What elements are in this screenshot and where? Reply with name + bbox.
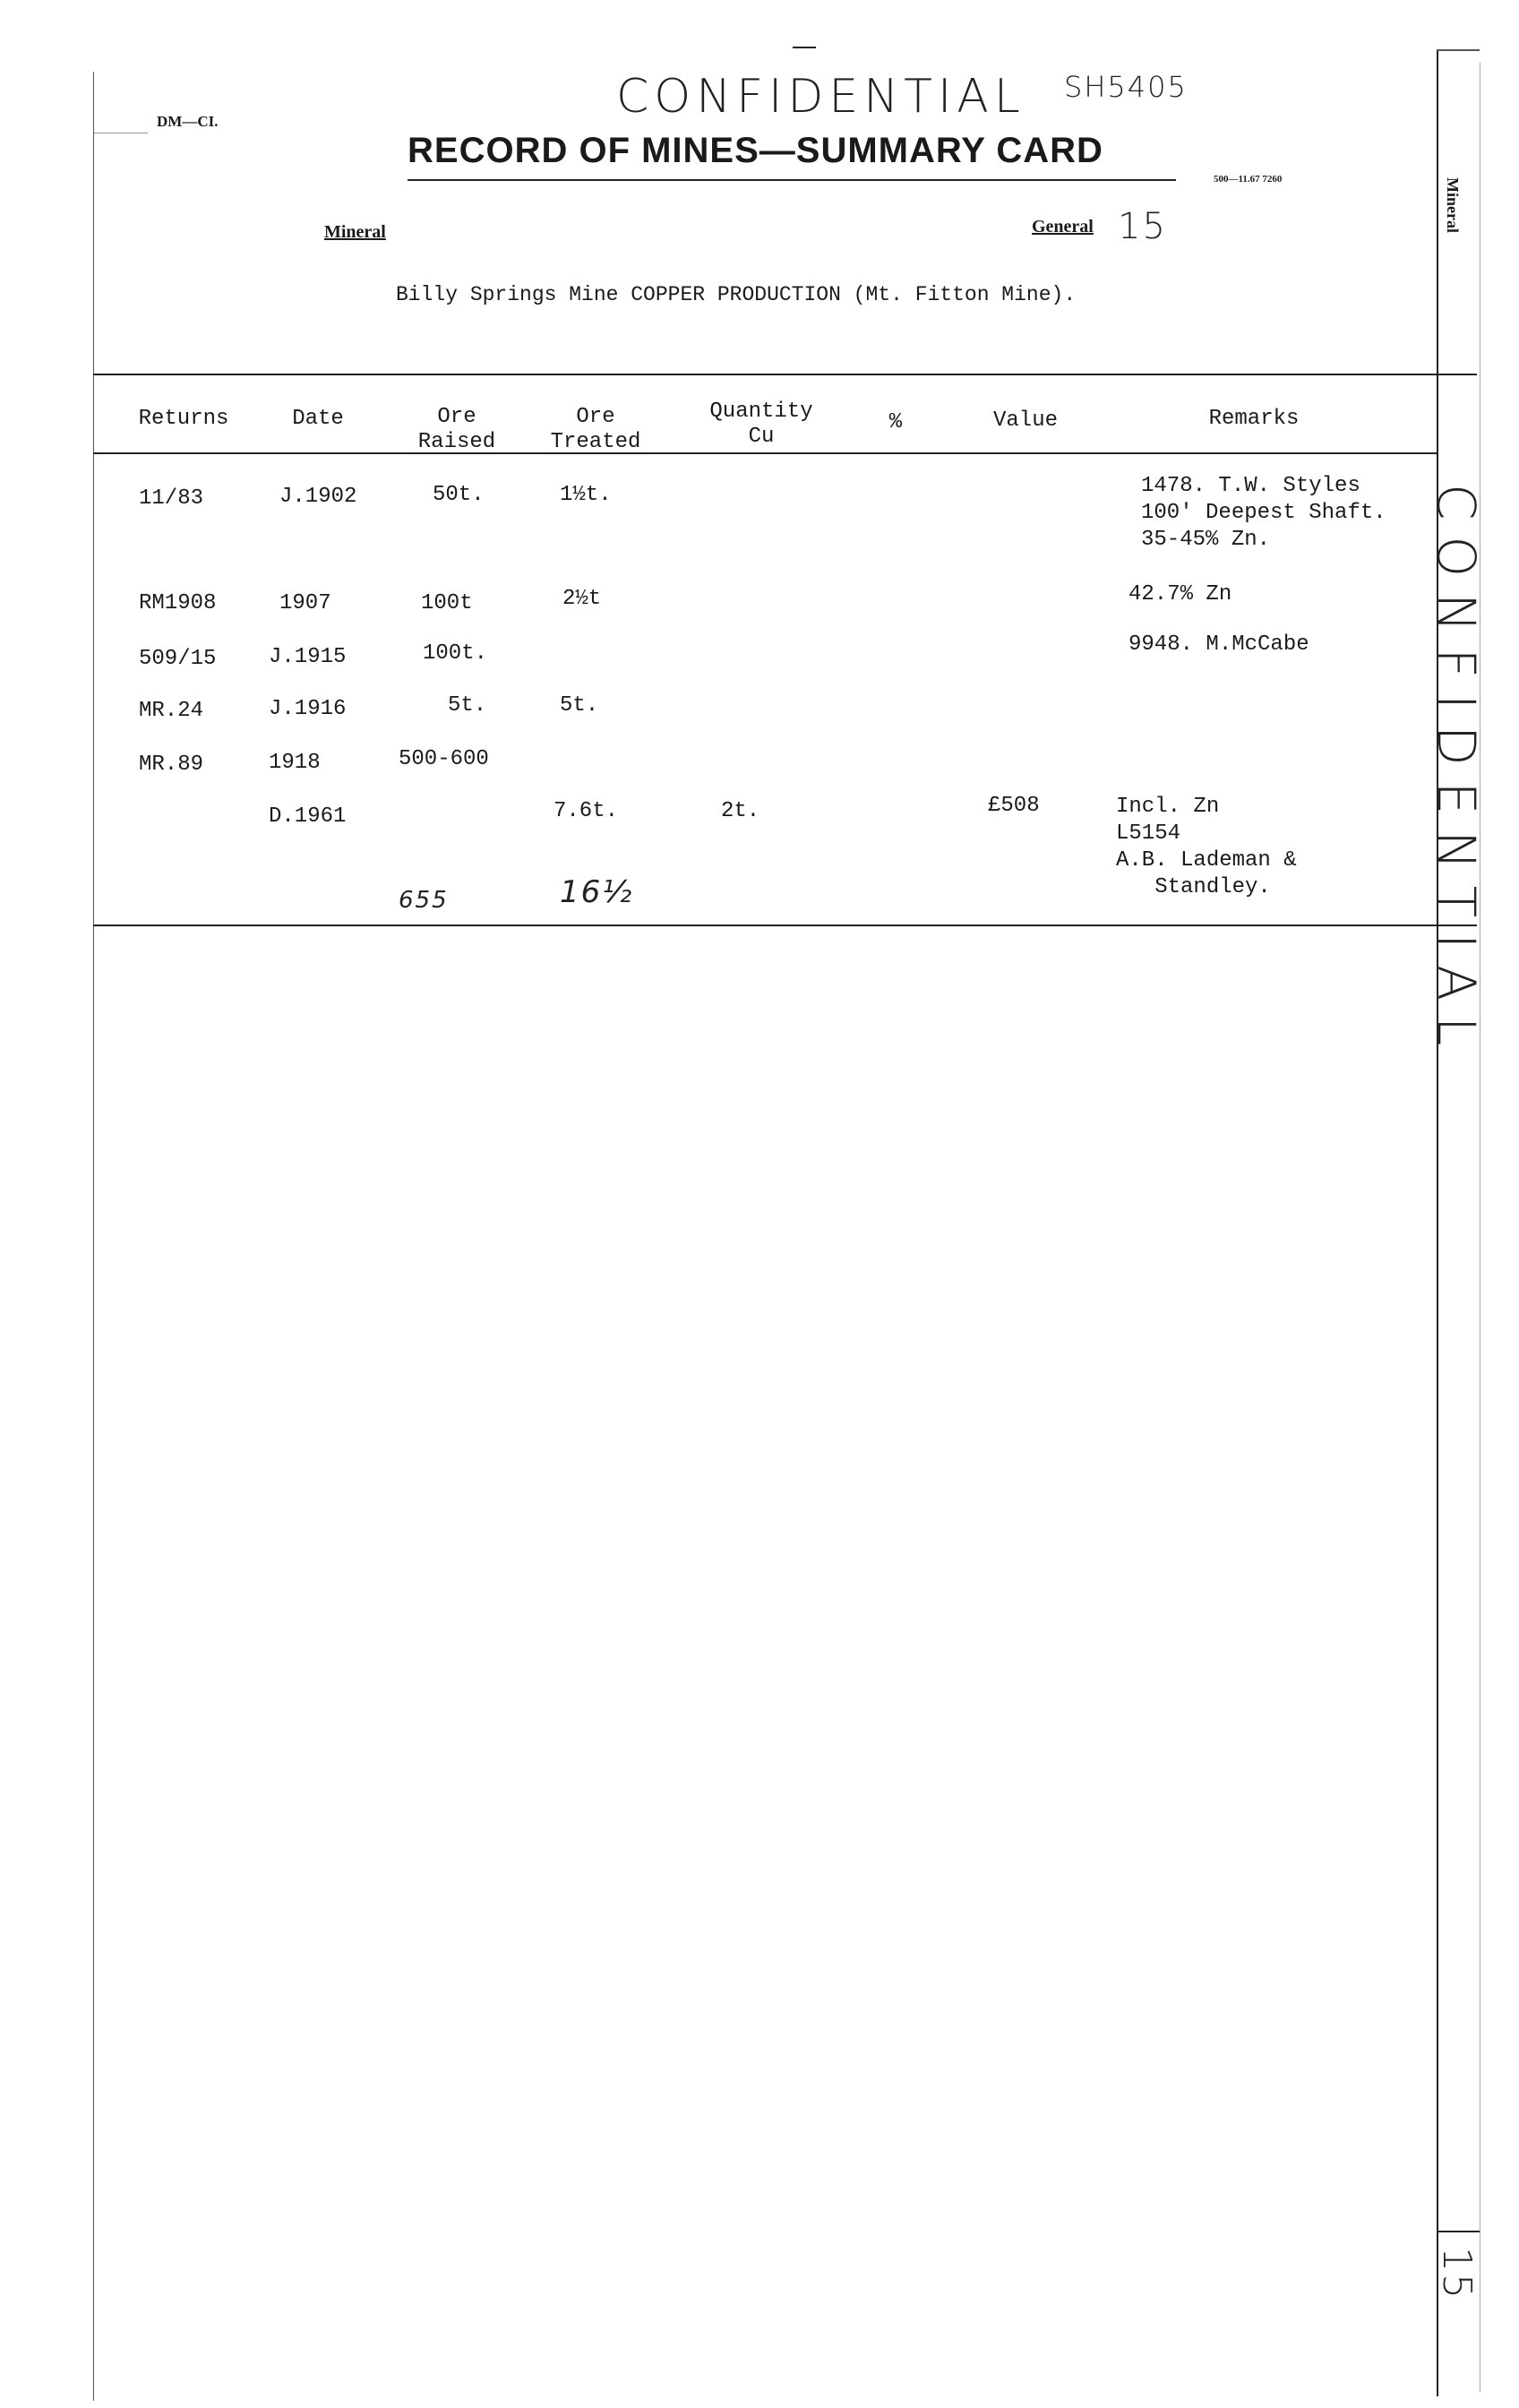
total-ore-raised: 655 (399, 887, 449, 914)
side-mineral-label: Mineral (1444, 177, 1462, 233)
row6-remark-line3: A.B. Lademan & (1116, 848, 1297, 873)
side-confidential-stamp: CONFIDENTIAL (1426, 484, 1487, 1062)
form-code: DM—CI. (157, 113, 219, 130)
header-ore-raised-line1: Ore (437, 405, 476, 429)
row1-remark-line1: 1478. T.W. Styles (1141, 474, 1360, 498)
row2-remarks: 42.7% Zn (1129, 582, 1232, 606)
header-ore-treated-line2: Treated (550, 430, 641, 454)
row6-ore-treated: 7.6t. (554, 799, 619, 823)
mine-name: Billy Springs Mine COPPER PRODUCTION (Mt. Fitton Mine). (396, 283, 1077, 306)
header-quantity (699, 400, 824, 450)
row6-date: D.1961 (269, 804, 347, 829)
header-quantity-line2: Cu (748, 425, 775, 449)
row6-remarks (1116, 794, 1297, 901)
header-value: Value (992, 408, 1058, 433)
row6-remark-line2: L5154 (1116, 821, 1181, 846)
top-dash (793, 47, 816, 48)
row3-date: J.1915 (269, 645, 347, 669)
row5-returns: MR.89 (139, 752, 204, 777)
row3-remarks: 9948. M.McCabe (1129, 632, 1309, 657)
print-code: 500—11.67 7260 (1214, 174, 1283, 185)
total-ore-treated: 16½ (560, 874, 634, 910)
row1-ore-treated: 1½t. (560, 483, 612, 507)
row6-quantity: 2t. (721, 799, 760, 823)
row5-ore-raised: 500-600 (399, 747, 489, 771)
page-title: RECORD OF MINES—SUMMARY CARD (408, 131, 1103, 170)
header-ore-treated-line1: Ore (576, 405, 615, 429)
row6-value: £508 (988, 794, 1040, 818)
table-header-rule (93, 452, 1437, 454)
tab-top (1437, 49, 1480, 51)
row1-ore-raised: 50t. (433, 483, 485, 507)
row4-date: J.1916 (269, 697, 347, 721)
header-percent: % (888, 410, 903, 434)
row2-returns: RM1908 (139, 591, 217, 615)
left-border (93, 72, 94, 2401)
row5-date: 1918 (269, 751, 321, 775)
mineral-label: Mineral (324, 222, 386, 242)
row2-ore-raised: 100t (421, 591, 473, 615)
general-label: General (1032, 217, 1094, 236)
row1-remark-line2: 100' Deepest Shaft. (1141, 501, 1386, 525)
row3-returns: 509/15 (139, 647, 217, 671)
header-quantity-line1: Quantity (709, 400, 813, 424)
row1-returns: 11/83 (139, 486, 204, 511)
row1-remarks (1141, 473, 1386, 554)
header-ore-raised-line2: Raised (417, 430, 496, 454)
row4-ore-treated: 5t. (560, 693, 599, 718)
table-bottom-rule (93, 924, 1477, 926)
header-remarks: Remarks (1208, 407, 1300, 431)
header-ore-treated (537, 405, 654, 455)
header-date: Date (292, 407, 344, 431)
row1-remark-line3: 35-45% Zn. (1141, 528, 1271, 552)
row4-ore-raised: 5t. (448, 693, 487, 718)
row1-date: J.1902 (279, 485, 357, 509)
header-returns: Returns (138, 407, 229, 431)
general-value: 15 (1118, 206, 1167, 247)
row2-ore-treated: 2½t (562, 587, 602, 611)
side-number: 15 (1434, 2247, 1480, 2300)
header-ore-raised (399, 405, 515, 455)
row3-ore-raised: 100t. (423, 641, 488, 666)
table-top-rule (93, 374, 1477, 375)
title-underline (408, 179, 1176, 181)
side-number-rule (1437, 2231, 1480, 2232)
row2-date: 1907 (279, 591, 331, 615)
confidential-stamp-top: CONFIDENTIAL (616, 70, 1026, 124)
row4-returns: MR.24 (139, 699, 204, 723)
right-border (1437, 49, 1438, 2396)
row6-remark-line1: Incl. Zn (1116, 795, 1220, 819)
file-reference: SH5405 (1064, 70, 1188, 104)
row6-remark-line4: Standley. (1116, 875, 1271, 899)
